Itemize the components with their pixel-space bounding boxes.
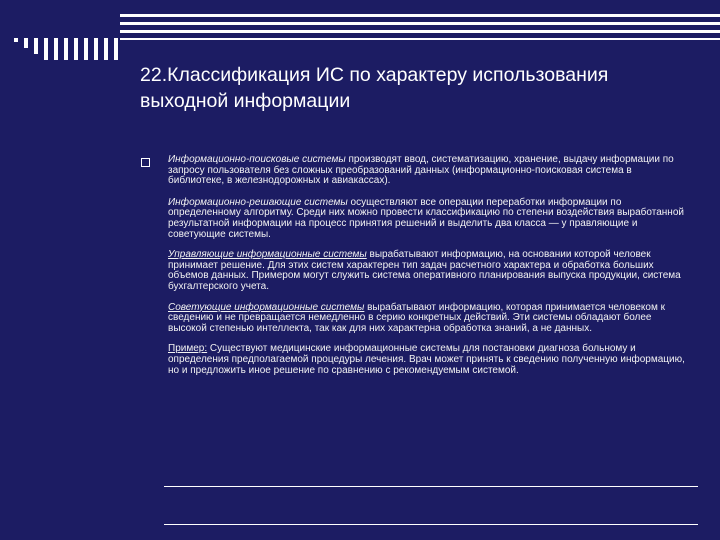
paragraph-text: производят ввод, систематизацию, хранение, выдачу информации по запросу пользователя без сложных преобразований данных (информационно-поисковая система в библиотеке, в железнодорожных и авиакассах). xyxy=(168,154,674,187)
vertical-bars xyxy=(14,38,118,60)
paragraph-text: вырабатывают информацию, на основании которой человек принимает решение. Для этих систем характерен тип задач расчетного характера и обработка больших объемов данных. Примером могут служить система оперативного планирования выпуска продукции, система бухгалтерского учета. xyxy=(168,249,681,292)
paragraph-info-decision xyxy=(168,198,690,240)
term-info-decision: Информационно-решающие системы xyxy=(168,196,348,208)
slide-title: 22.Классификация ИС по характеру использования выходной информации xyxy=(140,64,609,112)
paragraph-text: осуществляют все операции переработки информации по определенному алгоритму. Среди них можно провести классификацию по степени воздействия выработанной результатной информации на процесс принятия решений и выделить два класса — у правляющие и советующие системы. xyxy=(168,196,684,240)
paragraph-text: вырабатывают информацию, которая принимается человеком к сведению и не превращается немедленно в серию конкретных действий. Эти системы обладают более высокой степенью интеллекта, так как для них характерна обработка знаний, а не данных. xyxy=(168,301,665,334)
slide-body xyxy=(168,155,690,386)
horizontal-bars xyxy=(120,14,720,40)
decorative-stripes xyxy=(0,0,720,60)
footer-rule-bottom xyxy=(164,524,698,525)
term-control: Управляющие информационные системы xyxy=(168,249,367,261)
paragraph-control xyxy=(168,250,690,292)
paragraph-info-search xyxy=(168,155,690,187)
term-info-search: Информационно-поисковые системы xyxy=(168,154,346,165)
paragraph-text: Существуют медицинские информационные системы для постановки диагноза больному и определения предполагаемой процедуры лечения. Врач может принять к сведению полученную информацию, но и предложить иное решение по сравнению с рекомендуемым системой. xyxy=(168,343,685,376)
paragraph-advising xyxy=(168,303,690,335)
bullet-square-icon xyxy=(141,158,150,167)
term-example: Пример: xyxy=(168,343,208,355)
term-advising: Советующие информационные системы xyxy=(168,301,365,313)
paragraph-example xyxy=(168,344,690,376)
footer-rule-top xyxy=(164,486,698,487)
